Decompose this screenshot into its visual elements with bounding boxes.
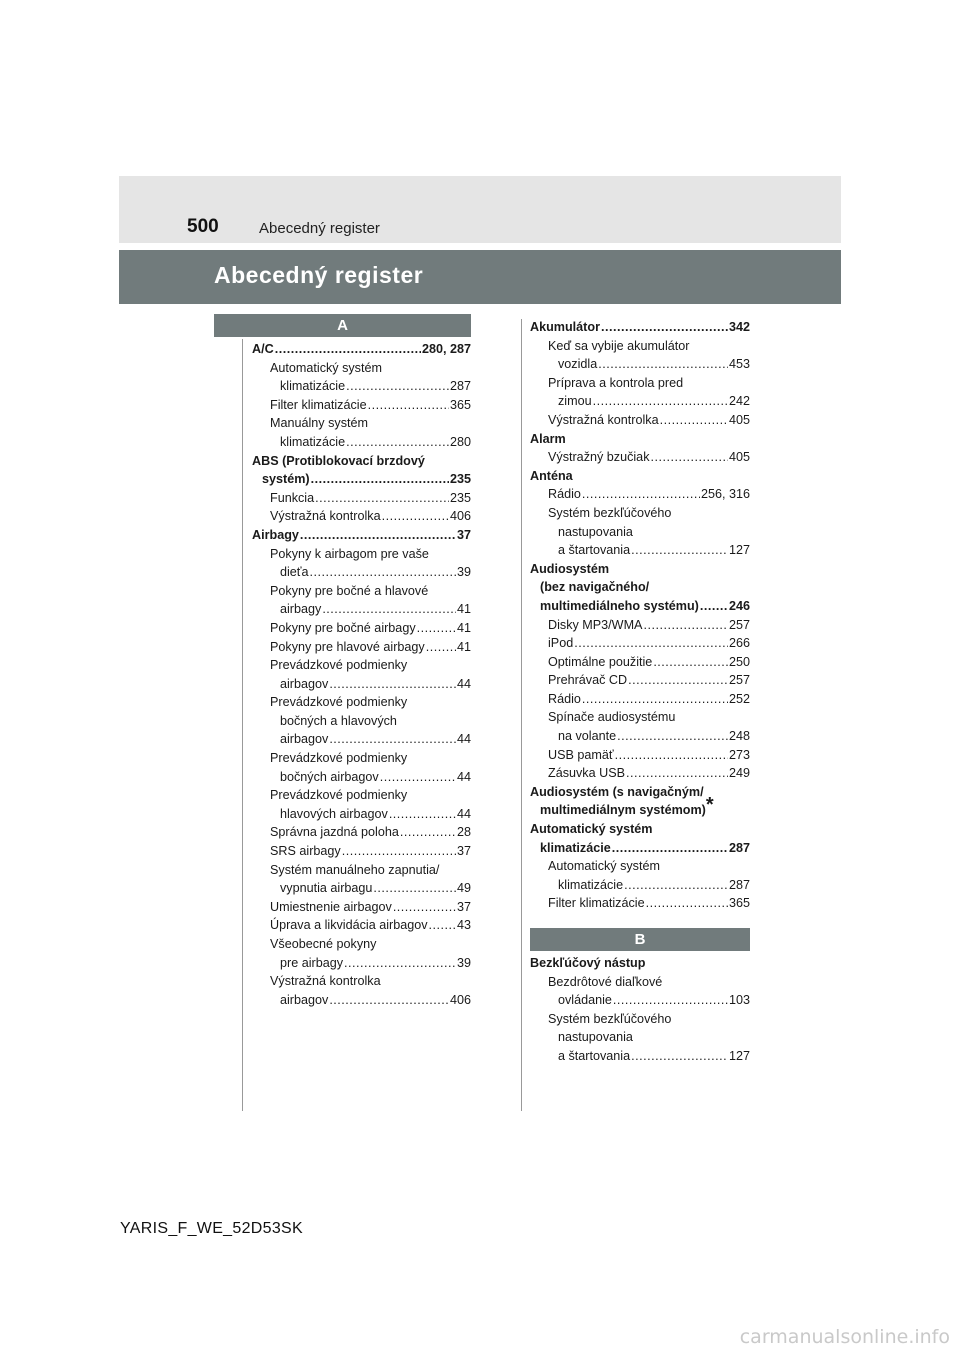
index-entry (252, 972, 471, 991)
index-entry-text: pre airbagy (280, 955, 344, 970)
index-entry-text: Akumulátor (530, 320, 600, 334)
leader-dots (582, 485, 700, 504)
index-entry (252, 656, 471, 675)
index-entry (530, 857, 750, 876)
index-entry-text: Prevádzkové podmienky (270, 788, 408, 803)
index-entry (252, 433, 471, 452)
index-entry (530, 392, 750, 411)
index-entry (530, 467, 750, 486)
index-entry (530, 597, 750, 616)
index-entry-page: 252 (728, 691, 750, 706)
index-entry (530, 764, 750, 783)
index-entry-text: Pokyny k airbagom pre vaše (270, 546, 429, 561)
index-entry-text: A/C (252, 342, 274, 356)
footnote-star: * (705, 794, 714, 817)
leader-dots (624, 876, 728, 895)
index-entry (252, 507, 471, 526)
index-entry-text: Pokyny pre hlavové airbagy (270, 639, 425, 654)
index-entry-text: Automatický systém (548, 859, 660, 874)
index-entry-text: airbagov (280, 732, 329, 747)
document-code: YARIS_F_WE_52D53SK (120, 1220, 303, 1237)
index-entry-text: (bez navigačného/ (540, 580, 650, 595)
index-entry (252, 396, 471, 415)
index-entry (530, 991, 750, 1010)
index-entry-text: Anténa (530, 468, 573, 483)
index-entry-text: multimediálneho systému) (540, 598, 699, 613)
index-entry-text: Automatický systém (530, 822, 653, 837)
index-entry (530, 523, 750, 542)
index-entry-page: 406 (449, 509, 471, 524)
index-entry (252, 954, 471, 973)
index-entry (530, 374, 750, 393)
index-entry (530, 560, 750, 579)
index-column-left (252, 340, 471, 1009)
index-entry-text: zimou (558, 394, 592, 409)
column-divider-middle (521, 319, 522, 1111)
index-entry-text: Audiosystém (s navigačným/ (530, 784, 704, 799)
leader-dots (368, 396, 449, 415)
index-entry-text: Umiestnenie airbagov (270, 899, 392, 914)
index-entry-page: 256, 316 (700, 487, 750, 502)
leader-dots (660, 411, 728, 430)
leader-dots (628, 671, 728, 690)
leader-dots (382, 507, 449, 526)
index-entry (252, 582, 471, 601)
leader-dots (389, 805, 456, 824)
index-entry (530, 839, 750, 858)
index-entry-text: Airbagy (252, 527, 299, 542)
index-entry-page: 49 (456, 881, 471, 896)
index-entry-page: 44 (456, 732, 471, 747)
index-entry-page: 41 (456, 602, 471, 617)
index-entry-text: Keď sa vybije akumulátor (548, 338, 690, 353)
index-entry-page: 287 (728, 840, 750, 855)
index-entry (252, 452, 471, 471)
index-entry (252, 414, 471, 433)
index-entry-page: 37 (456, 527, 471, 542)
index-entry-page: 365 (449, 397, 471, 412)
leader-dots (329, 991, 449, 1010)
index-entry (252, 879, 471, 898)
index-entry-text: Výstražná kontrolka (270, 509, 381, 524)
index-entry (530, 894, 750, 913)
index-entry-page: 39 (456, 955, 471, 970)
index-entry-page: 44 (456, 769, 471, 784)
index-entry (252, 861, 471, 880)
index-entry-text: Filter klimatizácie (270, 397, 367, 412)
index-entry (530, 616, 750, 635)
index-entry-page: 127 (728, 1048, 750, 1063)
index-entry (530, 1047, 750, 1066)
index-entry-page: 287 (449, 379, 471, 394)
index-entry (530, 973, 750, 992)
leader-dots (615, 746, 728, 765)
index-entry-text: Rádio (548, 691, 581, 706)
index-entry-text: vozidla (558, 357, 598, 372)
index-entry-text: airbagov (280, 992, 329, 1007)
index-entry (252, 470, 471, 489)
index-entry (252, 935, 471, 954)
index-entry (530, 541, 750, 560)
leader-dots (344, 954, 456, 973)
index-entry-page: 41 (456, 620, 471, 635)
leader-dots (315, 489, 449, 508)
index-entry (252, 786, 471, 805)
index-entry (252, 545, 471, 564)
leader-dots (400, 823, 456, 842)
index-entry-text: Výstražná kontrolka (548, 412, 659, 427)
index-entry (530, 727, 750, 746)
index-entry-page: 287 (728, 877, 750, 892)
index-entry-text: na volante (558, 729, 617, 744)
index-entry-text: airbagov (280, 676, 329, 691)
leader-dots (582, 690, 728, 709)
index-entry (252, 563, 471, 582)
index-entry (252, 600, 471, 619)
index-column-right (530, 318, 750, 913)
index-entry-text: klimatizácie (540, 840, 611, 855)
leader-dots (310, 563, 456, 582)
index-entry-text: vypnutia airbagu (280, 881, 373, 896)
index-entry-page: 280 (449, 434, 471, 449)
index-entry-page: 39 (456, 565, 471, 580)
leader-dots (617, 727, 728, 746)
index-entry-text: Prevádzkové podmienky (270, 658, 408, 673)
index-entry (530, 820, 750, 839)
index-entry-page: 235 (449, 490, 471, 505)
index-entry (252, 898, 471, 917)
index-entry (530, 653, 750, 672)
leader-dots (329, 730, 456, 749)
index-entry-text: klimatizácie (558, 877, 624, 892)
index-entry (252, 675, 471, 694)
index-entry-text: bočných airbagov (280, 769, 379, 784)
index-entry-page: 250 (728, 654, 750, 669)
watermark: carmanualsonline.info (739, 1326, 950, 1348)
index-entry (530, 430, 750, 449)
index-entry-text: Zásuvka USB (548, 766, 625, 781)
index-entry-page: 103 (728, 993, 750, 1008)
index-entry-text: Disky MP3/WMA (548, 617, 643, 632)
index-entry (530, 1010, 750, 1029)
index-entry (530, 794, 750, 820)
index-entry-page: 273 (728, 747, 750, 762)
section-letter-a: A (214, 314, 471, 337)
index-entry (252, 823, 471, 842)
index-entry (530, 318, 750, 337)
index-entry-text: klimatizácie (280, 434, 346, 449)
index-entry-text: systém) (262, 472, 310, 487)
index-entry (252, 768, 471, 787)
section-letter-b: B (530, 928, 750, 951)
index-entry-page: 44 (456, 676, 471, 691)
index-entry-text: Prevádzkové podmienky (270, 695, 408, 710)
index-entry-text: Systém bezkľúčového (548, 1011, 672, 1026)
leader-dots (700, 597, 728, 616)
index-entry-text: Pokyny pre bočné airbagy (270, 620, 416, 635)
index-entry-text: ABS (Protiblokovací brzdový (252, 453, 425, 468)
leader-dots (300, 526, 456, 545)
index-entry-text: nastupovania (558, 1030, 633, 1045)
index-entry (530, 355, 750, 374)
leader-dots (631, 1047, 728, 1066)
index-entry-page: 43 (456, 918, 471, 933)
leader-dots (373, 879, 456, 898)
index-entry-page: 37 (456, 844, 471, 859)
index-entry-text: Manuálny systém (270, 416, 368, 431)
index-entry-page: 235 (449, 472, 471, 487)
page-title: Abecedný register (214, 262, 424, 288)
index-entry-page: 127 (728, 543, 750, 558)
index-entry (530, 337, 750, 356)
index-entry (252, 916, 471, 935)
index-entry (252, 359, 471, 378)
index-entry-text: multimediálnym systémom) (540, 803, 706, 818)
index-entry (252, 805, 471, 824)
leader-dots (626, 764, 728, 783)
index-entry (252, 638, 471, 657)
index-entry (530, 448, 750, 467)
index-entry-page: 453 (728, 357, 750, 372)
index-entry (530, 876, 750, 895)
header-band (119, 176, 841, 243)
index-entry-page: 44 (456, 806, 471, 821)
index-entry-page: 257 (728, 617, 750, 632)
index-entry-text: Výstražná kontrolka (270, 974, 381, 989)
index-entry (530, 708, 750, 727)
index-entry-text: Bezkľúčový nástup (530, 956, 646, 970)
index-entry (252, 749, 471, 768)
index-entry (252, 842, 471, 861)
index-entry (530, 954, 750, 973)
index-entry-page: 405 (728, 450, 750, 465)
index-entry-text: Alarm (530, 431, 566, 446)
leader-dots (346, 433, 449, 452)
leader-dots (643, 616, 728, 635)
leader-dots (342, 842, 456, 861)
index-entry-text: Pokyny pre bočné a hlavové (270, 583, 429, 598)
index-entry-text: Úprava a likvidácia airbagov (270, 918, 428, 933)
leader-dots (612, 839, 728, 858)
index-entry-text: Systém bezkľúčového (548, 505, 672, 520)
leader-dots (593, 392, 728, 411)
leader-dots (311, 470, 449, 489)
index-entry-page: 248 (728, 729, 750, 744)
leader-dots (322, 600, 456, 619)
leader-dots (598, 355, 728, 374)
leader-dots (631, 541, 728, 560)
leader-dots (380, 768, 456, 787)
running-title: Abecedný register (259, 220, 380, 237)
index-entry-text: bočných a hlavových (280, 713, 397, 728)
index-entry (252, 712, 471, 731)
index-entry-page: 257 (728, 673, 750, 688)
index-entry-text: Funkcia (270, 490, 315, 505)
index-entry (530, 485, 750, 504)
index-entry-text: klimatizácie (280, 379, 346, 394)
index-entry (252, 526, 471, 545)
index-entry-text: Spínače audiosystému (548, 710, 676, 725)
leader-dots (346, 377, 449, 396)
index-entry-text: Rádio (548, 487, 581, 502)
index-entry-page: 406 (449, 992, 471, 1007)
index-entry-text: nastupovania (558, 524, 633, 539)
leader-dots (651, 448, 728, 467)
index-entry-text: Filter klimatizácie (548, 896, 645, 911)
leader-dots (417, 619, 456, 638)
index-entry-page: 246 (728, 598, 750, 613)
index-entry (530, 783, 750, 802)
index-entry-page: 342 (728, 320, 750, 334)
index-entry-text: Systém manuálneho zapnutia/ (270, 862, 440, 877)
index-entry-text: ovládanie (558, 993, 612, 1008)
index-entry (530, 690, 750, 709)
page-number: 500 (187, 216, 219, 237)
index-entry-page: 365 (728, 896, 750, 911)
leader-dots (613, 991, 728, 1010)
index-entry-page: 28 (456, 825, 471, 840)
index-entry-text: Audiosystém (530, 561, 610, 576)
index-entry (252, 693, 471, 712)
index-entry-text: Optimálne použitie (548, 654, 653, 669)
index-entry-page: 242 (728, 394, 750, 409)
leader-dots (574, 634, 728, 653)
index-entry (530, 504, 750, 523)
leader-dots (426, 638, 456, 657)
index-entry (530, 411, 750, 430)
column-divider-left (242, 339, 243, 1111)
leader-dots (646, 894, 728, 913)
index-entry (252, 489, 471, 508)
index-entry-text: airbagy (280, 602, 322, 617)
index-entry (252, 991, 471, 1010)
index-entry (252, 377, 471, 396)
leader-dots (429, 916, 456, 935)
index-entry (530, 746, 750, 765)
leader-dots (329, 675, 456, 694)
index-entry-page: 249 (728, 766, 750, 781)
index-entry (252, 730, 471, 749)
index-entry-text: Automatický systém (270, 360, 382, 375)
leader-dots (653, 653, 728, 672)
index-column-right-b (530, 954, 750, 1066)
index-entry-page: 37 (456, 899, 471, 914)
index-entry (530, 634, 750, 653)
index-entry-text: SRS airbagy (270, 844, 341, 859)
index-entry-text: iPod (548, 636, 574, 651)
index-entry-text: dieťa (280, 565, 309, 580)
index-entry-text: a štartovania (558, 1048, 631, 1063)
index-entry-text: Príprava a kontrola pred (548, 375, 684, 390)
index-entry (530, 671, 750, 690)
index-entry-text: Výstražný bzučiak (548, 450, 650, 465)
index-entry-text: Správna jazdná poloha (270, 825, 399, 840)
index-entry-page: 41 (456, 639, 471, 654)
index-entry-page: 266 (728, 636, 750, 651)
index-entry (252, 340, 471, 359)
leader-dots (601, 318, 728, 337)
index-entry-text: USB pamäť (548, 747, 614, 762)
index-entry-text: Prevádzkové podmienky (270, 751, 408, 766)
index-entry-text: Všeobecné pokyny (270, 937, 377, 951)
index-entry-text: Bezdrôtové diaľkové (548, 974, 663, 989)
index-entry (530, 1028, 750, 1047)
index-entry-text: hlavových airbagov (280, 806, 388, 821)
index-entry (530, 578, 750, 597)
index-entry-page: 280, 287 (421, 342, 471, 356)
index-entry-page: 405 (728, 412, 750, 427)
leader-dots (393, 898, 456, 917)
index-entry (252, 619, 471, 638)
leader-dots (275, 340, 421, 359)
index-entry-text: a štartovania (558, 543, 631, 558)
index-entry-text: Prehrávač CD (548, 673, 628, 688)
